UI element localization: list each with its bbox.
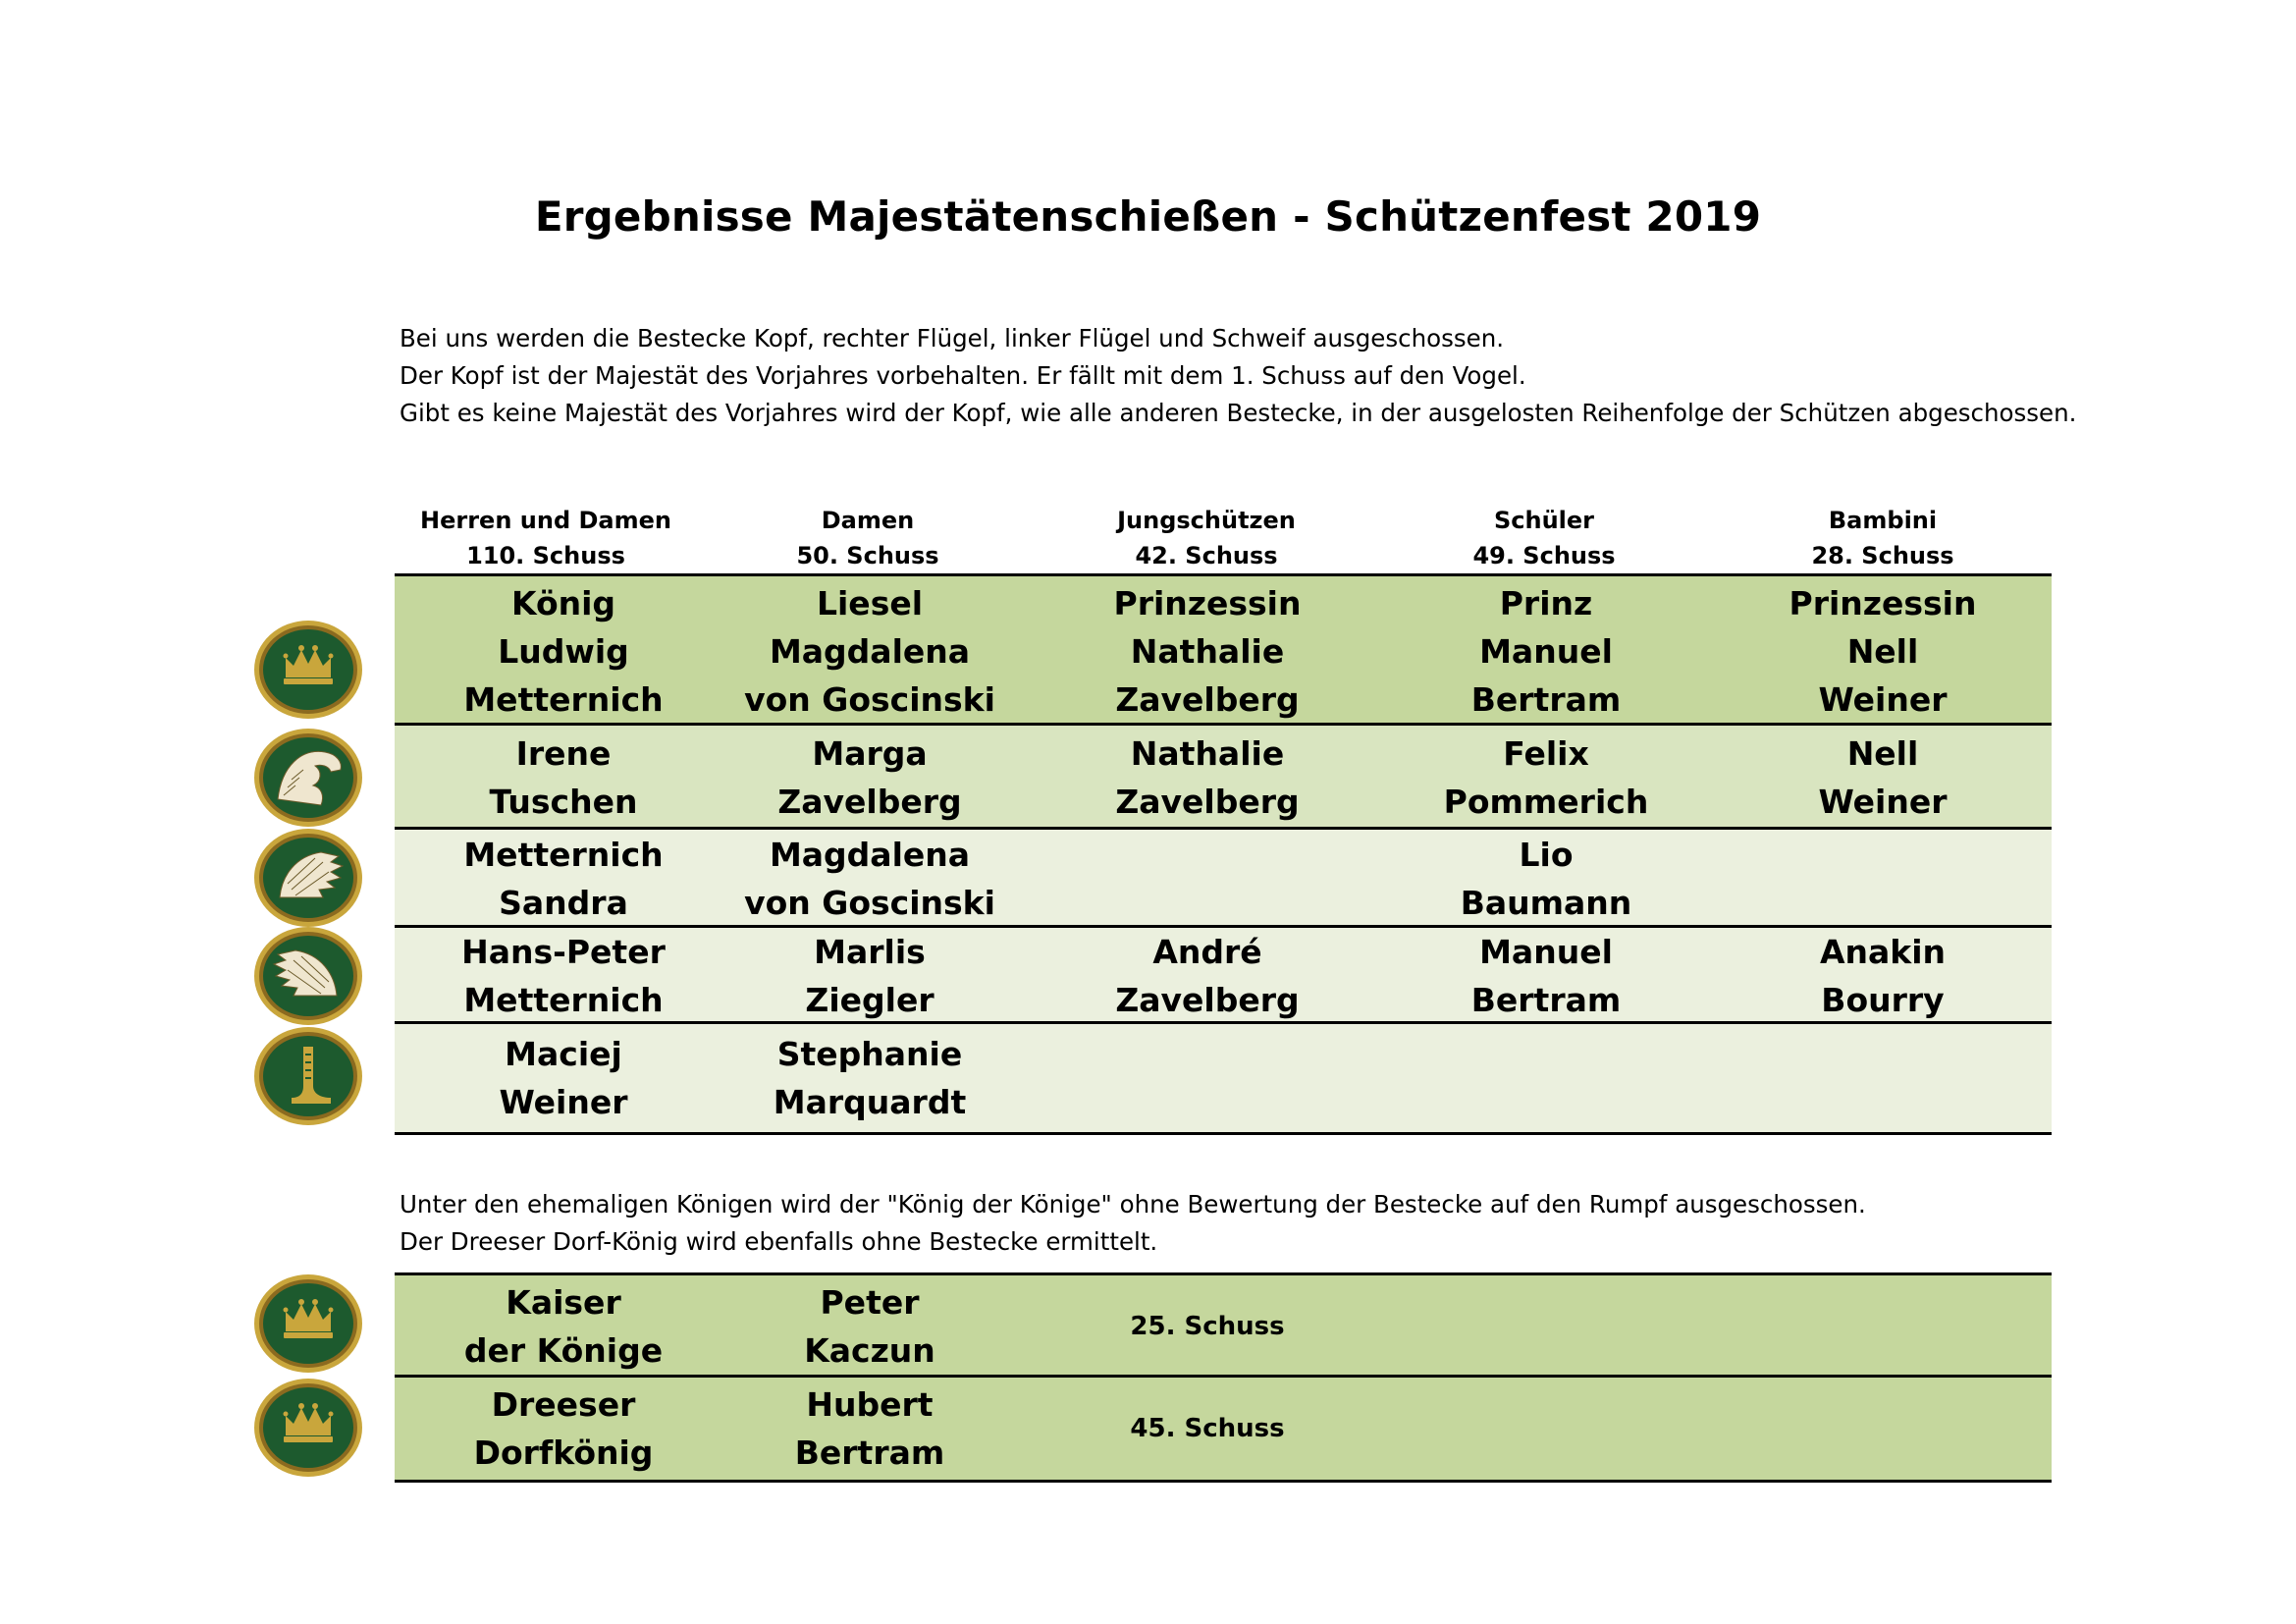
winner-line: Manuel [1479, 933, 1613, 971]
tail-medal-icon [252, 1025, 364, 1127]
winner-line: Felix [1503, 734, 1589, 773]
winner-line: Bourry [1821, 981, 1945, 1019]
winner-line: Bertram [1470, 981, 1622, 1019]
special-row [395, 1272, 2052, 1380]
special-title-cell [395, 1275, 732, 1378]
intro-line: Bei uns werden die Bestecke Kopf, rechter Flügel, linker Flügel und Schweif ausgeschossen. [400, 324, 1505, 352]
winner-line: Liesel [816, 583, 924, 623]
intro-line: Gibt es keine Majestät des Vorjahres wird der Kopf, wie alle anderen Bestecke, in der ausgelosten Reihenfolge der Schützen abgeschossen. [400, 399, 2077, 427]
column-name: Jungschützen [1117, 507, 1296, 534]
winner-line: Zavelberg [1115, 783, 1300, 821]
winner-line: Tuschen [489, 783, 638, 821]
result-cell-damen [701, 726, 1039, 830]
column-name: Herren und Damen [420, 507, 671, 534]
winner-line: Sandra [499, 884, 628, 922]
special-title: Kaiser [506, 1283, 621, 1322]
result-cell-jungschuetzen [1039, 830, 1376, 928]
column-shot: 28. Schuss [1811, 542, 1954, 569]
note-line: Der Dreeser Dorf-König wird ebenfalls ohne Bestecke ermittelt. [400, 1227, 1158, 1256]
column-name: Damen [821, 507, 915, 534]
crown-medal-icon [252, 619, 364, 721]
winner-line: Weiner [1818, 679, 1948, 719]
special-shot: 25. Schuss [1130, 1312, 1285, 1341]
column-header-herren-damen [377, 503, 715, 573]
column-shot: 50. Schuss [796, 542, 939, 569]
winner-line: Anakin [1819, 933, 1947, 971]
winner-line: Zavelberg [1115, 679, 1300, 719]
result-cell-herren-damen [395, 1024, 732, 1132]
winner-line: Magdalena [769, 631, 971, 671]
special-title: Dorfkönig [473, 1434, 654, 1472]
winner-line: Maciej [505, 1035, 622, 1073]
winner-line: Nell [1846, 734, 1919, 773]
winner-line: Metternich [463, 981, 664, 1019]
special-shot: 45. Schuss [1130, 1414, 1285, 1443]
column-header-damen [699, 503, 1037, 573]
left-wing-medal-icon [252, 925, 364, 1027]
winner-line: Lio [1519, 836, 1574, 874]
winner-line: Nathalie [1130, 631, 1285, 671]
special-name: Bertram [794, 1434, 945, 1472]
crown-medal-icon [252, 1272, 364, 1375]
result-cell-jungschuetzen [1039, 928, 1376, 1024]
winner-line: Manuel [1479, 631, 1613, 671]
winner-line: Nathalie [1130, 734, 1285, 773]
column-shot: 42. Schuss [1135, 542, 1278, 569]
result-cell-jungschuetzen [1039, 726, 1376, 830]
special-name-cell [701, 1275, 1039, 1378]
result-cell-damen [701, 830, 1039, 928]
winner-line: Metternich [463, 679, 664, 719]
winner-line: Hans-Peter [461, 933, 666, 971]
result-cell-bambini [1714, 726, 2052, 830]
special-name: Hubert [806, 1385, 934, 1424]
winner-line: Marlis [814, 933, 926, 971]
special-name: Peter [820, 1283, 920, 1322]
result-cell-damen [701, 1024, 1039, 1132]
result-cell-herren-damen [395, 928, 732, 1024]
result-cell-schueler [1377, 1024, 1715, 1132]
result-cell-jungschuetzen [1039, 1024, 1376, 1132]
special-name: Kaczun [804, 1331, 935, 1370]
winner-line: Ludwig [498, 631, 629, 671]
column-name: Schüler [1493, 507, 1595, 534]
table-row [395, 925, 2052, 1024]
winner-line: Stephanie [776, 1035, 963, 1073]
special-row [395, 1375, 2052, 1483]
winner-line: Ziegler [805, 981, 934, 1019]
table-row [395, 827, 2052, 928]
winner-line: Baumann [1460, 884, 1632, 922]
result-cell-herren-damen [395, 830, 732, 928]
winner-line: Prinzessin [1789, 583, 1977, 623]
column-shot: 49. Schuss [1472, 542, 1616, 569]
result-cell-bambini [1714, 928, 2052, 1024]
result-cell-schueler [1377, 830, 1715, 928]
special-shot-cell [1039, 1378, 1376, 1480]
result-cell-herren-damen [395, 726, 732, 830]
result-cell-schueler [1377, 726, 1715, 830]
winner-line: Bertram [1470, 679, 1622, 719]
winner-line: von Goscinski [744, 884, 995, 922]
intro-text [400, 320, 2076, 432]
special-name-cell [701, 1378, 1039, 1480]
column-header-schueler [1375, 503, 1713, 573]
result-cell-damen [701, 928, 1039, 1024]
right-wing-medal-icon [252, 827, 364, 929]
intro-line: Der Kopf ist der Majestät des Vorjahres vorbehalten. Er fällt mit dem 1. Schuss auf den Vogel. [400, 361, 1526, 390]
winner-line: Metternich [463, 836, 664, 874]
winner-line: Prinzessin [1113, 583, 1302, 623]
winner-line: Irene [515, 734, 612, 773]
result-cell-bambini [1714, 1024, 2052, 1132]
winner-line: Marga [812, 734, 928, 773]
special-title: der Könige [463, 1331, 664, 1370]
table-row [395, 1021, 2052, 1135]
result-cell-damen [701, 576, 1039, 726]
note-text [400, 1186, 1866, 1261]
winner-line: von Goscinski [744, 679, 995, 719]
note-line: Unter den ehemaligen Königen wird der "König der Könige" ohne Bewertung der Bestecke auf den Rumpf ausgeschossen. [400, 1190, 1866, 1218]
crown-medal-icon [252, 1377, 364, 1479]
winner-line: Marquardt [773, 1083, 967, 1121]
eagle-head-medal-icon [252, 727, 364, 829]
result-cell-jungschuetzen [1039, 576, 1376, 726]
winner-line: Weiner [499, 1083, 628, 1121]
result-cell-bambini [1714, 576, 2052, 726]
winner-line: Zavelberg [1115, 981, 1300, 1019]
winner-line: Pommerich [1443, 783, 1649, 821]
column-header-jungschuetzen [1038, 503, 1375, 573]
winner-line: Weiner [1818, 783, 1948, 821]
winner-line: Prinz [1499, 583, 1593, 623]
column-shot: 110. Schuss [466, 542, 625, 569]
result-cell-schueler [1377, 576, 1715, 726]
special-title: Dreeser [491, 1385, 636, 1424]
page-title: Ergebnisse Majestätenschießen - Schützenfest 2019 [534, 192, 1762, 241]
special-shot-cell [1039, 1275, 1376, 1378]
winner-line: König [510, 583, 616, 623]
winner-line: André [1152, 933, 1262, 971]
winner-line: Nell [1846, 631, 1919, 671]
result-cell-schueler [1377, 928, 1715, 1024]
result-cell-bambini [1714, 830, 2052, 928]
result-cell-herren-damen [395, 576, 732, 726]
special-title-cell [395, 1378, 732, 1480]
winner-line: Zavelberg [777, 783, 962, 821]
table-row [395, 723, 2052, 830]
table-row [395, 573, 2052, 726]
column-header-bambini [1714, 503, 2052, 573]
winner-line: Magdalena [769, 836, 971, 874]
column-name: Bambini [1828, 507, 1938, 534]
